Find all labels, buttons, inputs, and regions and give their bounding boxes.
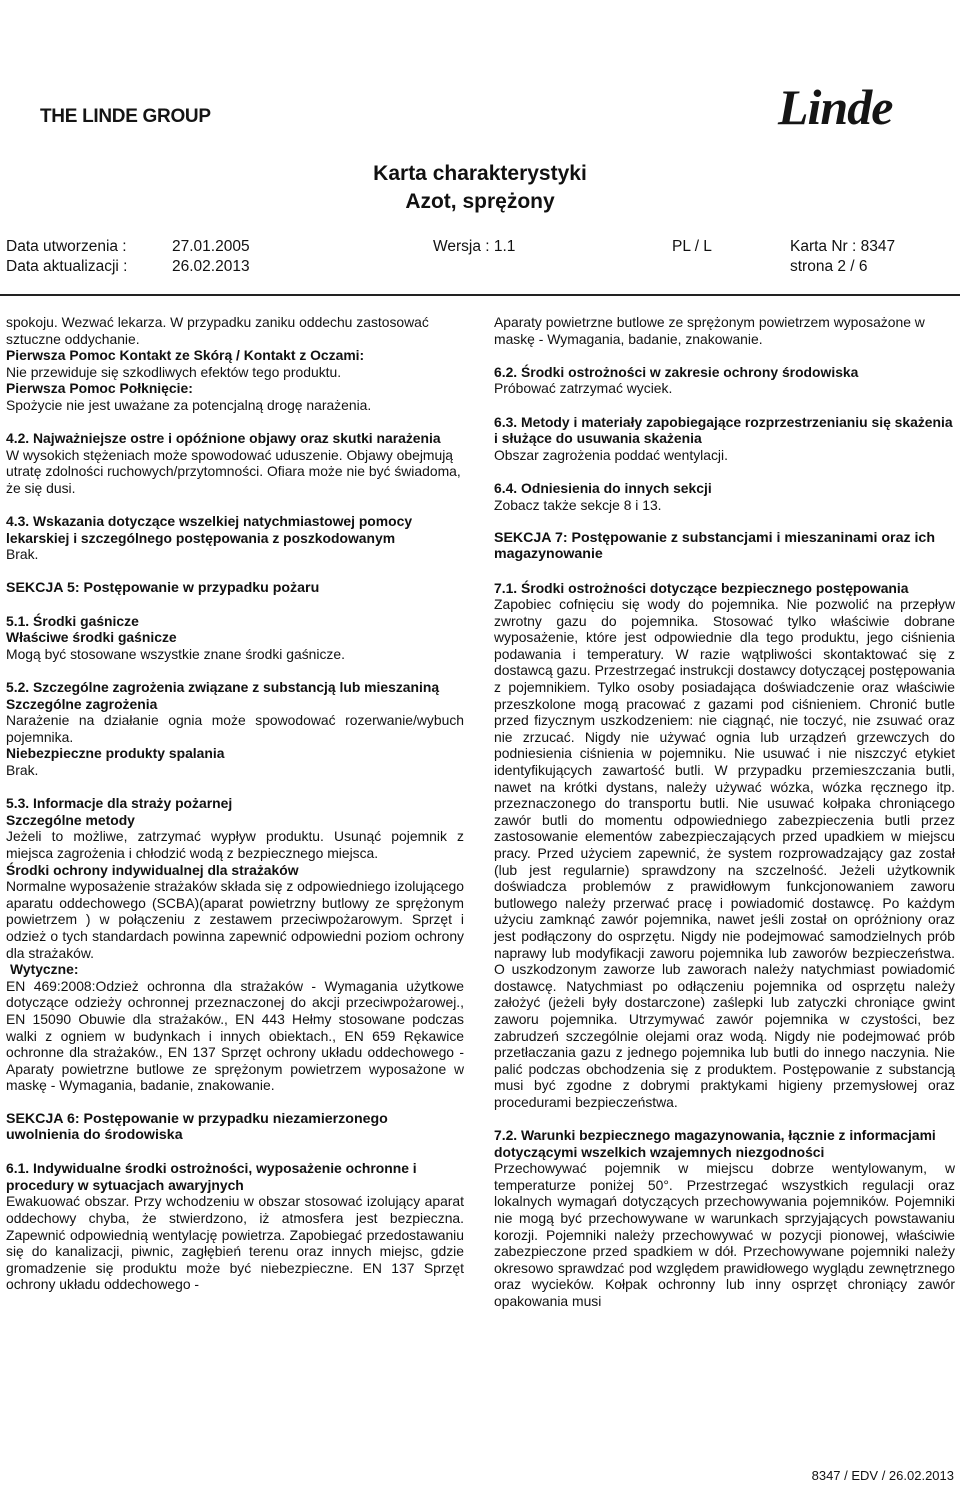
first-aid-skin-eye-text: Nie przewiduje się szkodliwych efektów tego produktu. <box>6 363 342 380</box>
section-5-1-text: Mogą być stosowane wszystkie znane środki gaśnicze. <box>6 645 345 662</box>
section-5-1-heading: 5.1. Środki gaśnicze <box>6 612 139 629</box>
section-6-3-heading: 6.3. Metody i materiały zapobiegające rozprzestrzenianiu się skażenia i służące do usuwania skażenia <box>494 413 953 447</box>
section-5-2-subheading: Szczególne zagrożenia <box>6 695 158 712</box>
section-4-3-text: Brak. <box>6 546 39 563</box>
linde-logo: Linde <box>778 79 893 135</box>
section-7-1-text: Zapobiec cofnięciu się wody do pojemnika. Nie pozwolić na przepływ zwrotny gazu do pojemnika. Stosować tylko właściwie dobrane wyposażenie, które jest odpowiednie dla tego produktu, jego ciśnienia podawania i temperatury. W razie wątpliwości skontaktować się z dostawcą gazu. Przestrzegać instrukcji dostawcy dotyczącej postępowania z pojemnikiem. Tylko osoby posiadająca doświadczenie oraz właściwie przeszkolone mogą pracować z gazami pod ciśnieniem. Chronić butle przed fizycznym uszkodzeniem: nie ciągnąć, nie toczyć, nie zsuwać oraz nie zrzucać. Nigdy nie używać ognia lub urządzeń grzewczych do podniesienia ciśnienia w pojemniku. Nie usuwać i nie niszczyć etykiet identyfikujących zawartość butli. W przypadku przemieszczania butli, nawet na krótki dystans, należy używać wózka, wózka ręcznego itp. przeznaczonego do transportu butli. Nie usuwać kołpaka chroniącego zawór butli do momentu odpowiedniego zabezpieczenia butli przez zastosowanie elementów zabezpieczających przed upadkiem w miejscu pracy. Przed użyciem zapewnić, że system rozprowadzający gaz został (lub jest regularnie) sprawdzony na szczelność. Jeżeli użytkownik doświadcza problemów z prawidłowym funkcjonowaniem zaworu butlowego należy przerwać pracę i powiadomić dostawcę. Po każdym użyciu zamknąć zawór pojemnika, nawet jeśli został on opróżniony oraz jest podłączony do osprzętu. Nigdy nie podejmować samodzielnych prób naprawy lub modyfikacji zaworu pojemnika lub zaworów bezpieczeństwa. O uszkodzonym zaworze lub zaworach należy natychmiast powiadomić dostawcę. Natychmiast po odłączeniu pojemnika od osprzętu należy założyć (jeżeli były dostarczone) zaślepki lub zatyczki chroniące gwint zaworu pojemnika. Utrzymywać zawór pojemnika w czystości, bez zabrudzeń szczególnie olejami oraz wodą. Nigdy nie podejmować prób przetłaczania gazu z jednego pojemnika lub butli do innego naczynia. Nie palić podczas obchodzenia się z produktem. Postępowanie z substancją musi być zgodne z dobrymi praktykami higieny przemysłowej oraz procedurami bezpieczeństwa. <box>494 596 955 1110</box>
section-5-2-text: Narażenie na działanie ognia może spowodować rozerwanie/wybuch pojemnika. <box>6 712 464 745</box>
section-5-3-text-2: Normalne wyposażenie strażaków składa się z odpowiedniego izolującego aparatu oddechowego (SCBA)(aparat powietrzny butlowy ze sprężonym powietrzem ) w połączeniu z zestawem przeciwpożarowym. Sprzęt i odzież o tych standardach powinna zapewnić odpowiedni poziom ochrony dla strażaków. <box>6 878 464 961</box>
section-4-3-heading: 4.3. Wskazania dotyczące wszelkiej natychmiastowej pomocy lekarskiej i szczególnego postępowania z poszkodowanym <box>6 513 413 546</box>
section-7-2-heading: 7.2. Warunki bezpiecznego magazynowania, łącznie z informacjami dotyczącymi wszelkich wzajemnych niezgodności <box>494 1127 936 1160</box>
section-6-2-text: Próbować zatrzymać wyciek. <box>494 380 673 397</box>
document-title: Karta charakterystyki <box>373 162 587 185</box>
section-5-2-heading: 5.2. Szczególne zagrożenia związane z substancją lub mieszaniną <box>6 679 440 696</box>
section-5-3-heading: 5.3. Informacje dla straży pożarnej <box>6 795 233 812</box>
section-6-1-heading: 6.1. Indywidualne środki ostrożności, wyposażenie ochronne i procedury w sytuacjach awaryjnych <box>6 1160 417 1193</box>
section-5-3-subheading: Szczególne metody <box>6 811 135 828</box>
section-7-title: SEKCJA 7: Postępowanie z substancjami i mieszaninami oraz ich magazynowanie <box>494 529 935 563</box>
section-6-title: SEKCJA 6: Postępowanie w przypadku niezamierzonego uwolnienia do środowiska <box>6 1110 388 1144</box>
section-6-4-text: Zobacz także sekcje 8 i 13. <box>494 496 662 513</box>
section-6-1-text: Ewakuować obszar. Przy wchodzeniu w obszar stosować izolujący aparat oddechowy chyba, że stwierdzono, iż atmosfera jest bezpieczna. Zapewnić odpowiednią wentylację powietrza. Zapobiegać przedostawaniu się do kanalizacji, piwnic, zagłębień terenu oraz innych miejsc, gdzie gromadzenie się produktu może być niebezpieczne. EN 137 Sprzęt ochrony układu oddechowego - <box>6 1193 464 1293</box>
section-5-2-subheading-2: Niebezpieczne produkty spalania <box>6 745 225 762</box>
section-4-2-text: W wysokich stężeniach może spowodować uduszenie. Objawy obejmują utratę zdolności ruchowych/przytomności. Ofiara może nie być świadoma, że się dusi. <box>6 446 461 496</box>
updated-date: 26.02.2013 <box>172 258 250 275</box>
first-aid-skin-eye-heading: Pierwsza Pomoc Kontakt ze Skórą / Kontakt z Oczami: <box>6 347 365 364</box>
card-number: Karta Nr : 8347 <box>790 238 896 255</box>
section-4-2-heading: 4.2. Najważniejsze ostre i opóźnione objawy oraz skutki narażenia <box>6 430 441 447</box>
page-number: strona 2 / 6 <box>790 258 868 275</box>
first-aid-swallow-text: Spożycie nie jest uważane za potencjalną drogę narażenia. <box>6 396 372 413</box>
created-date: 27.01.2005 <box>172 238 250 255</box>
section-5-3-subheading-2: Środki ochrony indywidualnej dla strażaków <box>6 861 299 878</box>
section-6-4-heading: 6.4. Odniesienia do innych sekcji <box>494 479 712 496</box>
section-6-1-continued-text: Aparaty powietrzne butlowe ze sprężonym powietrzem wyposażone w maskę - Wymagania, badanie, znakowanie. <box>494 314 925 347</box>
section-5-3-text-3: EN 469:2008:Odzież ochronna dla strażaków - Wymagania użytkowe dotyczące odzieży ochronnej przeznaczonej do akcji przeciwpożarowej., EN 15090 Obuwie dla strażaków., EN 443 Hełmy stosowane podczas walki z ogniem w budynkach i innych obiektach., EN 659 Rękawice ochronne dla strażaków., EN 137 Sprzęt ochrony układu oddechowego - Aparaty powietrzne butlowe ze sprężonym powietrzem wyposażone w maskę - Wymagania, badanie, znakowanie. <box>6 977 464 1094</box>
linde-group-logo: THE LINDE GROUP <box>40 106 211 127</box>
created-label: Data utworzenia : <box>6 238 127 255</box>
section-5-3-text: Jeżeli to możliwe, zatrzymać wypływ produktu. Usunąć pojemnik z miejsca zagrożenia i chłodzić wodą z bezpiecznego miejsca. <box>6 828 464 861</box>
section-5-title: SEKCJA 5: Postępowanie w przypadku pożaru <box>6 579 320 596</box>
header-divider <box>0 294 960 296</box>
section-7-2-text: Przechowywać pojemnik w miejscu dobrze wentylowanym, w temperaturze poniżej 50°. Przestrzegać wszystkich regulacji oraz lokalnych wymagań dotyczących przechowywania pojemników. Pojemniki nie mogą być przechowywane w warunkach sprzyjających powstawaniu korozji. Pojemniki należy przechowywać w pozycji pionowej, właściwie zabezpieczone przed spadkiem w dół. Przechowywane pojemniki należy okresowo sprawdzać pod względem prawidłowego wyglądu zewnętrznego oraz wycieków. Kołpak ochronny lub inny osprzęt chroniący zawór opakowania musi <box>494 1160 955 1310</box>
section-6-3-text: Obszar zagrożenia poddać wentylacji. <box>494 446 728 463</box>
language-code: PL / L <box>672 238 712 255</box>
first-aid-breathing-text: spokoju. Wezwać lekarza. W przypadku zaniku oddechu zastosować sztuczne oddychanie. <box>6 314 429 347</box>
footer-reference: 8347 / EDV / 26.02.2013 <box>811 1468 954 1483</box>
left-column <box>6 314 464 1293</box>
section-7-1-heading: 7.1. Środki ostrożności dotyczące bezpiecznego postępowania <box>494 579 909 596</box>
first-aid-swallow-heading: Pierwsza Pomoc Połknięcie: <box>6 380 193 397</box>
section-5-1-subheading: Właściwe środki gaśnicze <box>6 629 177 646</box>
section-5-2-text-2: Brak. <box>6 762 39 779</box>
section-6-2-heading: 6.2. Środki ostrożności w zakresie ochrony środowiska <box>494 363 859 380</box>
version: Wersja : 1.1 <box>433 238 516 255</box>
section-5-3-subheading-3: Wytyczne: <box>10 961 79 978</box>
updated-label: Data aktualizacji : <box>6 258 128 275</box>
product-name: Azot, sprężony <box>405 190 555 213</box>
right-column <box>494 314 955 1310</box>
